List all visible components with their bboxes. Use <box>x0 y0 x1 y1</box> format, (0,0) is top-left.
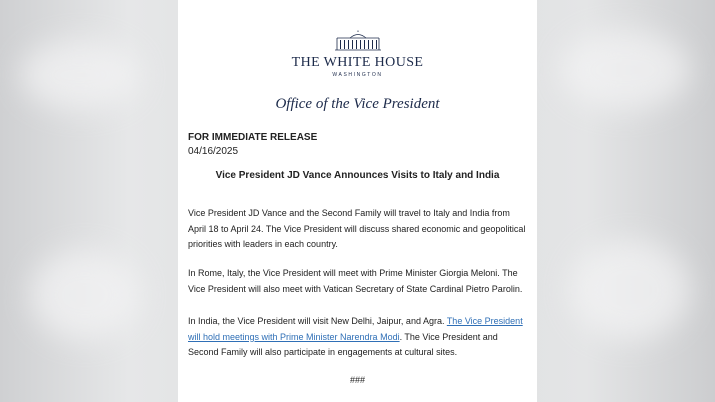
release-label: FOR IMMEDIATE RELEASE <box>188 132 318 143</box>
paragraph-3-text-start: In India, the Vice President will visit New Delhi, Jaipur, and Agra. <box>188 316 447 326</box>
modi-meetings-link[interactable]: The Vice President will hold meetings with Prime Minister Narendra Modi <box>188 316 523 342</box>
white-house-building-icon <box>333 30 383 52</box>
organization-title: THE WHITE HOUSE <box>291 55 424 70</box>
end-mark: ### <box>349 375 366 385</box>
paragraph-3 <box>188 314 528 361</box>
paragraph-3-text-end: . The Vice President and Second Family will also participate in engagements at cultural sites. <box>188 331 498 357</box>
headline: Vice President JD Vance Announces Visits to Italy and India <box>215 170 500 181</box>
office-heading: Office of the Vice President <box>275 96 440 112</box>
organization-subtitle: WASHINGTON <box>332 72 383 78</box>
background-blur-shape <box>20 40 140 110</box>
paragraph-1: Vice President JD Vance and the Second Family will travel to Italy and India from April 18 to April 24. The Vice President will discuss shared economic and geopolitical priorities with leaders in each country. <box>188 208 526 249</box>
paragraph-2: In Rome, Italy, the Vice President will meet with Prime Minister Giorgia Meloni. The Vice President will also meet with Vatican Secretary of State Cardinal Pietro Parolin. <box>188 268 523 294</box>
background-blur-shape <box>30 250 140 340</box>
background-blur-shape <box>560 30 690 110</box>
press-release-document <box>178 0 537 402</box>
release-date: 04/16/2025 <box>188 146 239 157</box>
background-blur-shape <box>570 240 690 340</box>
